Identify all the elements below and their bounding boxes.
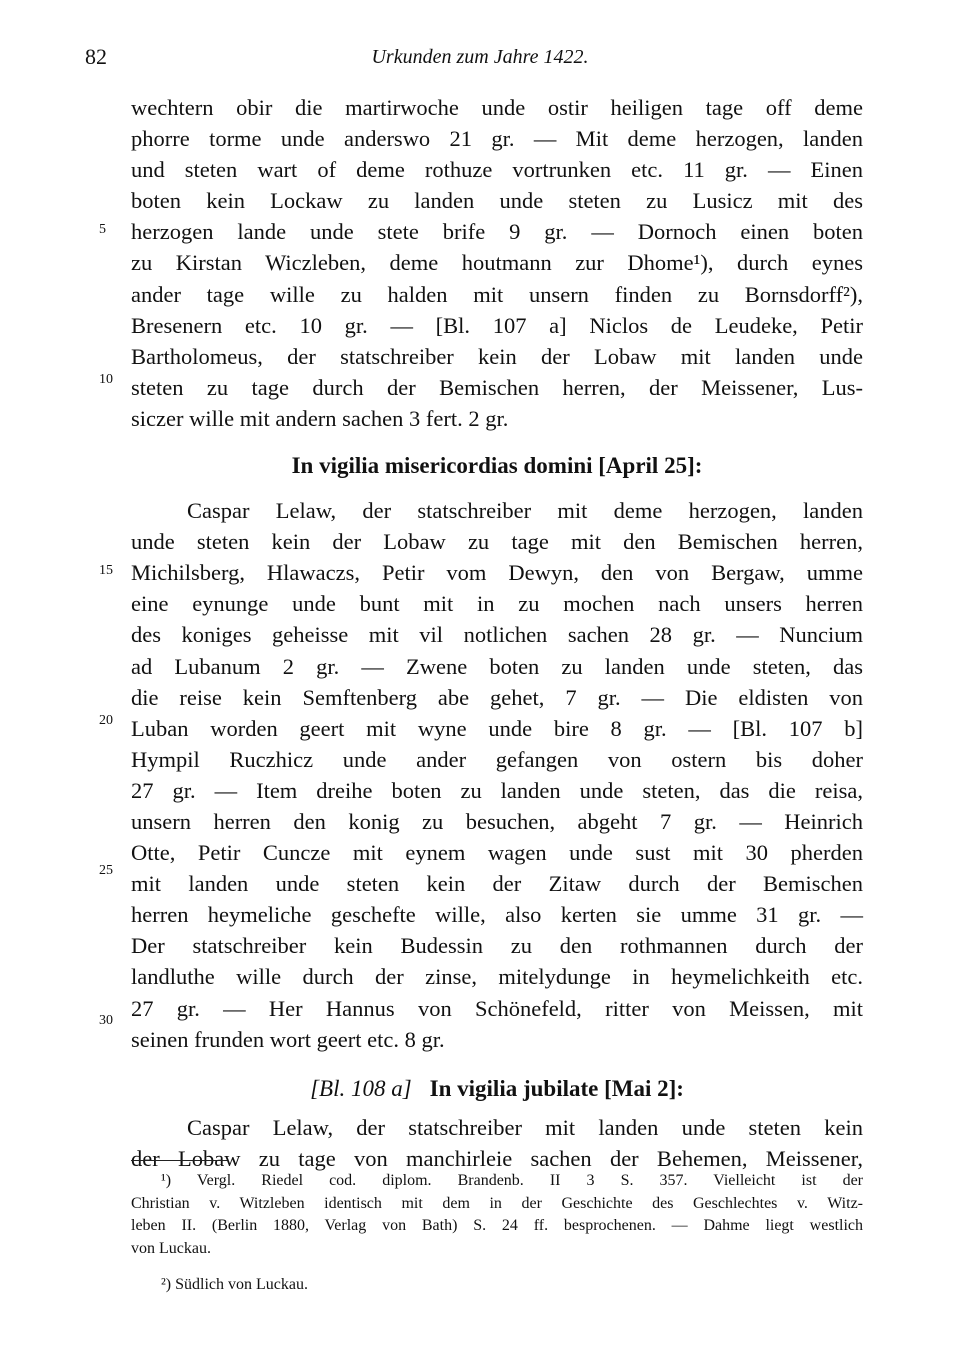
paragraph-2 (131, 495, 863, 1055)
text-line: phorre torme unde anderswo 21 gr. — Mit deme herzogen, landen (131, 126, 863, 152)
footnote-line: ²) Südlich von Luckau. (161, 1276, 308, 1293)
running-title: Urkunden zum Jahre 1422. (371, 46, 589, 68)
folio-reference: [Bl. 108 a] (310, 1075, 412, 1101)
text-line: mit landen unde steten kein der Zitaw durch der Bemischen (131, 871, 863, 897)
line-number: 30 (99, 1013, 113, 1028)
text-line: Bresenern etc. 10 gr. — [Bl. 107 a] Niclos de Leudeke, Petir (131, 312, 863, 338)
line-number: 20 (99, 713, 113, 728)
text-line: ad Lubanum 2 gr. — Zwene boten zu landen unde steten, das (131, 653, 863, 679)
section-heading-misericordias: In vigilia misericordias domini [April 25]: (291, 453, 703, 479)
footnote-2 (131, 1274, 863, 1297)
footnote-divider (131, 1160, 227, 1161)
text-line: und steten wart of deme rothuze vortrunken etc. 11 gr. — Einen (131, 157, 863, 183)
text-line: boten kein Lockaw zu landen unde steten zu Lusicz mit des (131, 188, 863, 214)
text-line: ander tage wille zu halden mit unsern finden zu Bornsdorff²), (131, 281, 863, 307)
text-line: landluthe wille durch der zinse, mitelydunge in heymelichkeith etc. (131, 964, 863, 990)
page-header (0, 44, 960, 74)
text-line: steten zu tage durch der Bemischen herren, der Meissener, Lus- (131, 374, 863, 400)
text-line: Der statschreiber kein Budessin zu den rothmannen durch der (131, 933, 863, 959)
footnote-1 (131, 1170, 863, 1260)
section-heading-jubilate (131, 1073, 863, 1104)
text-line: die reise kein Semftenberg abe gehet, 7 gr. — Die eldisten von (131, 684, 863, 710)
line-number: 25 (99, 863, 113, 878)
text-line: unsern herren den konig zu besuchen, abgeht 7 gr. — Heinrich (131, 808, 863, 834)
footnote-line: von Luckau. (131, 1239, 211, 1257)
text-line: Luban worden geert mit wyne unde bire 8 gr. — [Bl. 107 b] (131, 715, 863, 741)
text-line: Caspar Lelaw, der statschreiber mit landen unde steten kein (187, 1114, 863, 1140)
text-line: der Lobaw zu tage von manchirleie sachen der Behemen, Meissener, (131, 1145, 863, 1171)
paragraph-1 (131, 92, 863, 434)
text-line: unde steten kein der Lobaw zu tage mit den Bemischen herren, (131, 529, 863, 555)
text-line: seinen frunden wort geert etc. 8 gr. (131, 1026, 445, 1052)
text-line: zu Kirstan Wiczleben, deme houtmann zur Dhome¹), durch eynes (131, 250, 863, 276)
line-number: 15 (99, 563, 113, 578)
text-line: eine eynunge unde bunt mit in zu mochen nach unsers herren (131, 591, 863, 617)
text-line: Hympil Ruczhicz unde ander gefangen von ostern bis doher (131, 746, 863, 772)
text-line: wechtern obir die martirwoche unde ostir heiligen tage off deme (131, 95, 863, 120)
text-line: herren heymeliche geschefte wille, also kerten sie umme 31 gr. — (131, 902, 863, 928)
text-line: Michilsberg, Hlawaczs, Petir vom Dewyn, den von Bergaw, umme (131, 560, 863, 586)
text-line: Caspar Lelaw, der statschreiber mit deme herzogen, landen (187, 498, 863, 524)
page-number: 82 (85, 44, 107, 69)
text-line: Otte, Petir Cuncze mit eynem wagen unde sust mit 30 pherden (131, 840, 863, 866)
heading-title: In vigilia jubilate [Mai 2]: (429, 1075, 684, 1101)
line-number: 10 (99, 372, 113, 387)
paragraph-3 (131, 1112, 863, 1174)
line-number: 5 (99, 222, 106, 237)
footnote-line: ¹) Vergl. Riedel cod. diplom. Brandenb. II 3 S. 357. Vielleicht ist der (161, 1172, 863, 1189)
text-line: des koniges geheisse mit vil notlichen sachen 28 gr. — Nuncium (131, 622, 863, 648)
main-text (131, 92, 863, 1174)
text-line: 27 gr. — Her Hannus von Schönefeld, ritter von Meissen, mit (131, 995, 863, 1021)
text-line: herzogen lande unde stete brife 9 gr. — Dornoch einen boten (131, 219, 863, 245)
text-line: Bartholomeus, der statschreiber kein der Lobaw mit landen unde (131, 343, 863, 369)
footnotes (131, 1170, 863, 1297)
text-line: siczer wille mit andern sachen 3 fert. 2 gr. (131, 405, 509, 431)
text-line: 27 gr. — Item dreihe boten zu landen unde steten, das die reisa, (131, 777, 863, 803)
footnote-line: Christian v. Witzleben identisch mit dem in der Geschichte des Geschlechtes v. Witz- (131, 1194, 863, 1212)
footnote-line: leben II. (Berlin 1880, Verlag von Bath) S. 24 ff. besprochenen. — Dahme liegt westlich (131, 1217, 863, 1234)
